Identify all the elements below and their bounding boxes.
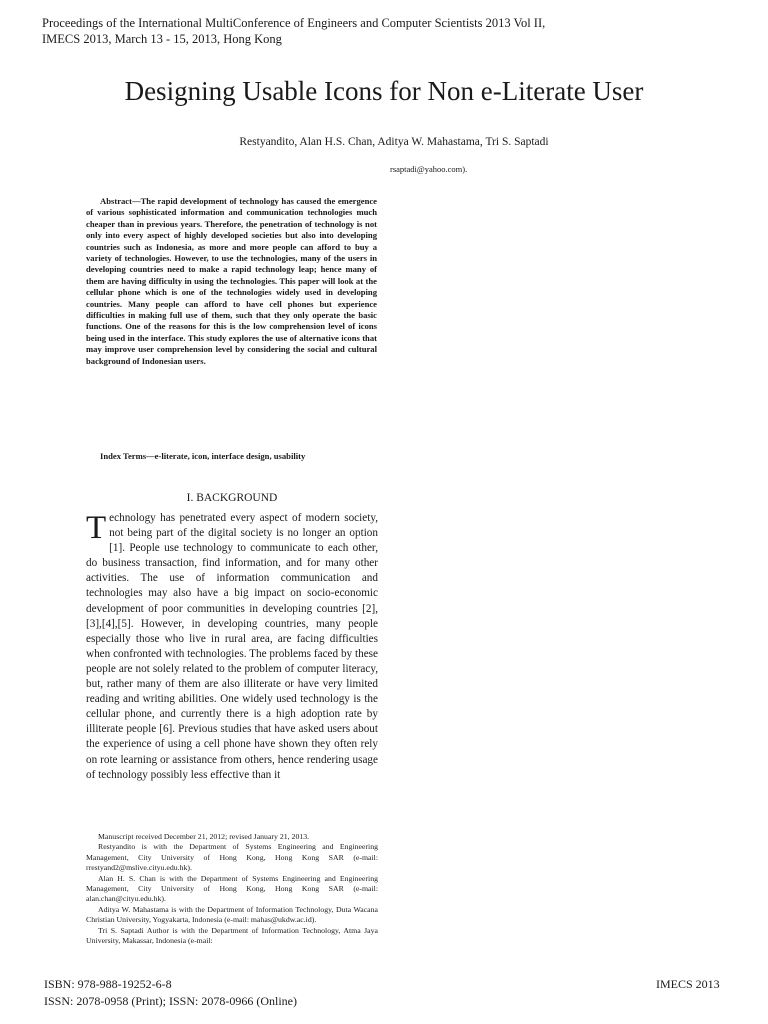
footer-isbn: ISBN: 978-988-19252-6-8 [44, 977, 172, 991]
running-header-line-1: Proceedings of the International MultiConference of Engineers and Computer Scientists 2013 Vol II, [42, 16, 546, 30]
footnotes [86, 832, 378, 946]
author-list: Restyandito, Alan H.S. Chan, Aditya W. Mahastama, Tri S. Saptadi [239, 136, 549, 148]
footnote-manuscript: Manuscript received December 21, 2012; revised January 21, 2013. [98, 832, 310, 841]
footnote-author-3: Aditya W. Mahastama is with the Department of Information Technology, Duta Wacana Christian University, Yogyakarta, Indonesia (e-mail: mahas@ukdw.ac.id). [86, 904, 378, 925]
footer-venue: IMECS 2013 [656, 977, 720, 991]
drop-cap: T [86, 510, 107, 546]
footer-issn: ISSN: 2078-0958 (Print); ISSN: 2078-0966 (Online) [44, 994, 297, 1008]
abstract: Abstract—The rapid development of technology has caused the emergence of various sophisticated information and communication technologies much cheaper than in previous years. Therefore, the penetration of technology is not only into every aspect of highly developed societies but also into developing countries such as Indonesia, as more and more people can afford to buy a variety of technologies. However, to use the technologies, many of the users in developing countries need to make a rapid technology leap; hence many of them are having difficulty in using the technologies. This paper will look at the cellular phone which is one of the technologies widely used in developing countries. Many people can afford to have cell phones but experience difficulties in making full use of them, such that they only operate the basic functions. One of the reasons for this is the low comprehension level of icons being used in the interface. This study explores the use of alternative icons that may improve user comprehension level by considering the social and cultural background of Indonesian users. [86, 196, 377, 366]
section-heading: I. BACKGROUND [186, 492, 278, 504]
running-header-line-2: IMECS 2013, March 13 - 15, 2013, Hong Kong [42, 32, 282, 46]
footnote-author-2: Alan H. S. Chan is with the Department of Systems Engineering and Engineering Management, City University of Hong Kong, Hong Kong SAR (e-mail: alan.chan@cityu.edu.hk). [86, 873, 378, 904]
paper-title: Designing Usable Icons for Non e-Literate User [124, 76, 644, 106]
index-terms: Index Terms—e-literate, icon, interface design, usability [100, 451, 306, 461]
author-email-fragment: rsaptadi@yahoo.com). [390, 164, 468, 174]
footnote-author-1: Restyandito is with the Department of Systems Engineering and Engineering Management, City University of Hong Kong, Hong Kong SAR (e-mail: rrestyand2@mslive.cityu.edu.hk). [86, 842, 378, 873]
body-paragraph [86, 511, 378, 783]
body-paragraph-text: echnology has penetrated every aspect of modern society, not being part of the digital society is no longer an option [1]. People use technology to communicate to each other, do business transaction, find information, and for many other activities. The use of information communication and technologies may also have a big impact on socio-economic development of poor communities in developing countries [2],[3],[4],[5]. However, in developing countries, many people especially those who live in rural area, are facing difficulties when confronted with technologies. The problems faced by these people are not solely related to the problem of computer literacy, but, rather many of them are also illiterate or have very limited reading and writing abilities. One widely used technology is the cellular phone, and currently there is a high adoption rate by illiterate people [6]. Previous studies that have asked users about the experience of using a cell phone have shown they often rely on rote learning or assistance from others, hence rendering usage of technology possibly less effective than it [86, 512, 378, 781]
footnote-author-4: Tri S. Saptadi Author is with the Department of Information Technology, Atma Jaya University, Makassar, Indonesia (e-mail: [86, 925, 378, 946]
